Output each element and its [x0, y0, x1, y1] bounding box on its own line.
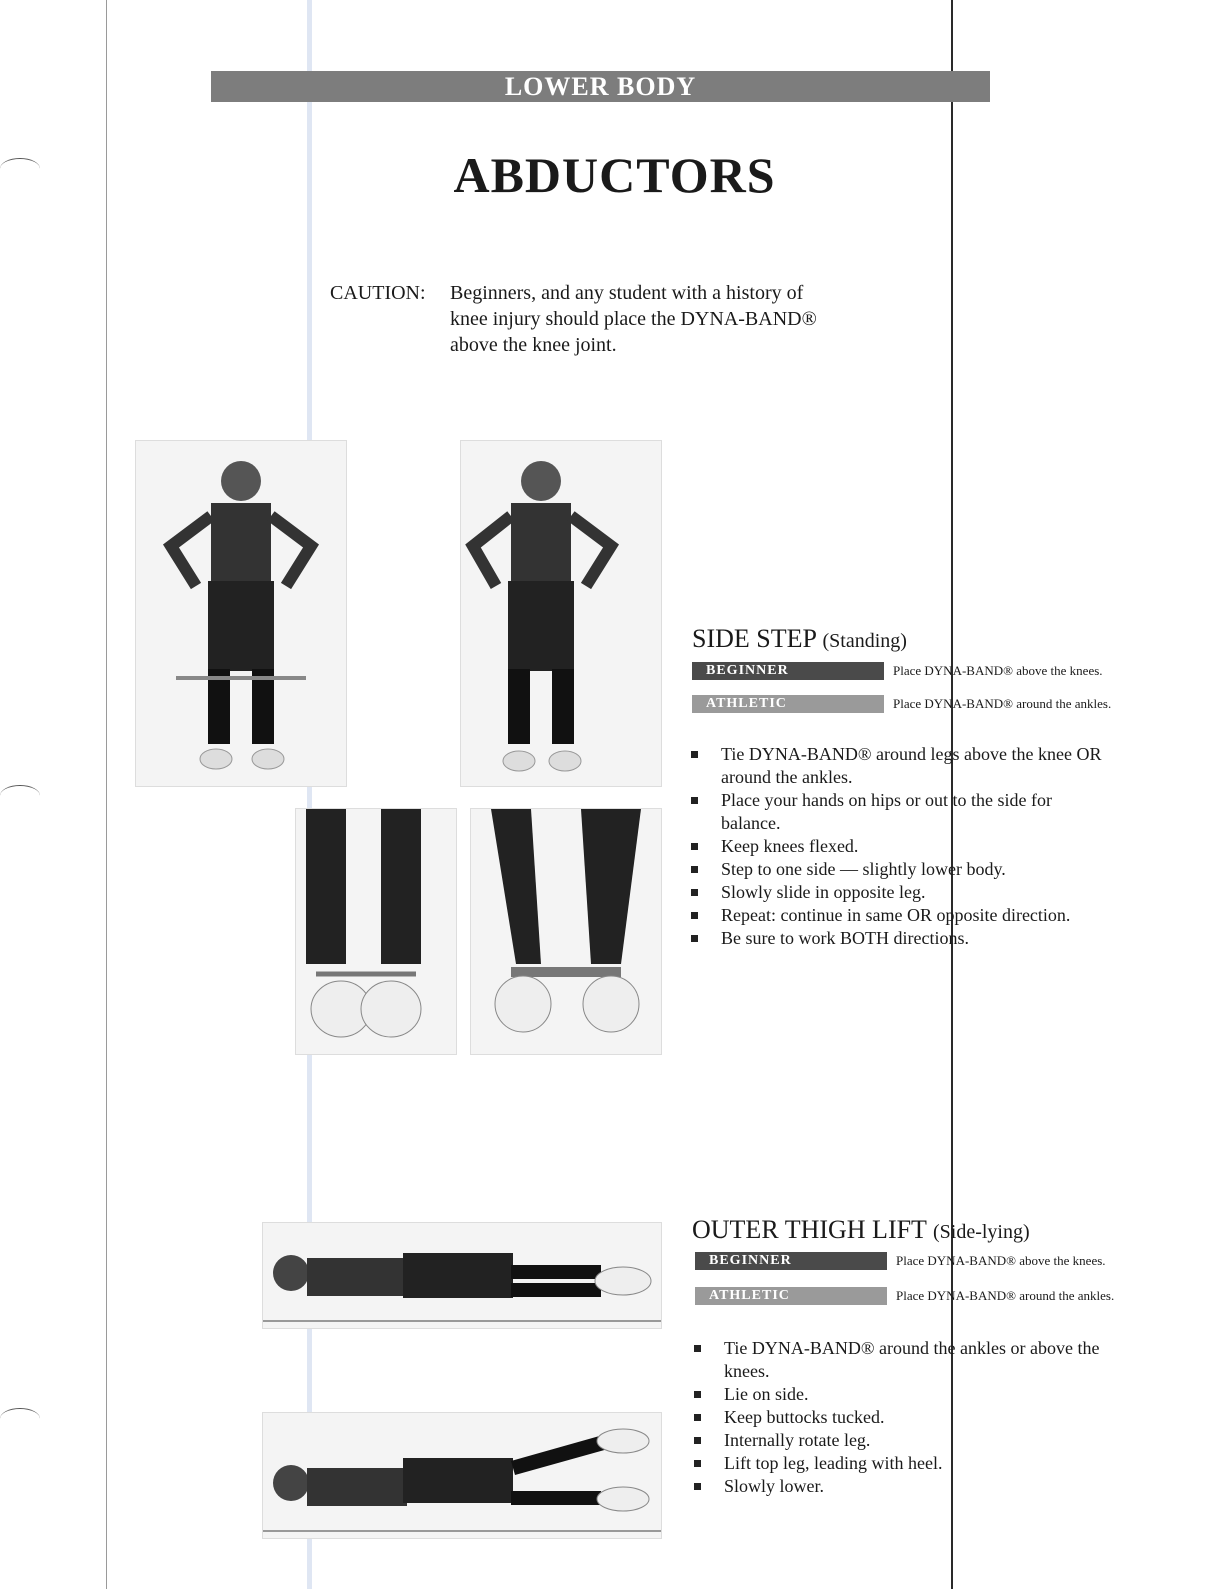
outer-thigh-lift-photo-rest	[262, 1222, 662, 1329]
level-badge-athletic: ATHLETIC	[692, 695, 884, 713]
caution-line: Beginners, and any student with a history of	[450, 282, 804, 304]
caution-line: above the knee joint.	[450, 334, 617, 356]
step-item: Keep buttocks tucked.	[694, 1406, 1194, 1429]
binder-hole	[0, 1408, 40, 1429]
side-step-photo-start	[135, 440, 347, 787]
level-instruction: Place DYNA-BAND® above the knees.	[893, 663, 1103, 678]
level-badge-beginner: BEGINNER	[695, 1252, 887, 1270]
step-item: Slowly lower.	[694, 1475, 1194, 1498]
exercise-title-outer-thigh-lift	[692, 1215, 1030, 1245]
scan-stripe	[307, 0, 312, 1589]
step-item: Slowly slide in opposite leg.	[691, 881, 1191, 904]
step-item: Step to one side — slightly lower body.	[691, 858, 1191, 881]
page-border-line	[106, 0, 107, 1589]
level-instruction: Place DYNA-BAND® around the ankles.	[896, 1288, 1115, 1303]
step-item: Keep knees flexed.	[691, 835, 1191, 858]
side-step-photo-ankles-together	[295, 808, 457, 1055]
page-title: ABDUCTORS	[453, 147, 776, 203]
step-item: Lift top leg, leading with heel.	[694, 1452, 1194, 1475]
level-instruction: Place DYNA-BAND® around the ankles.	[893, 696, 1112, 711]
step-item: Internally rotate leg.	[694, 1429, 1194, 1452]
binder-hole	[0, 785, 40, 806]
exercise-title: OUTER THIGH LIFT	[692, 1215, 927, 1244]
step-item: Place your hands on hips or out to the side for	[691, 789, 1191, 812]
section-banner: LOWER BODY	[211, 71, 990, 102]
exercise-title: SIDE STEP	[692, 624, 816, 653]
level-badge-athletic: ATHLETIC	[695, 1287, 887, 1305]
step-list-side-step	[691, 743, 1191, 950]
step-item-continued: knees.	[724, 1361, 770, 1381]
step-item-continued: balance.	[721, 813, 781, 833]
step-item: Lie on side.	[694, 1383, 1194, 1406]
outer-thigh-lift-photo-lifted	[262, 1412, 662, 1539]
side-step-photo-step	[460, 440, 662, 787]
caution-line: knee injury should place the DYNA-BAND®	[450, 308, 817, 330]
step-item: Repeat: continue in same OR opposite direction.	[691, 904, 1191, 927]
step-item: Tie DYNA-BAND® around the ankles or above the	[694, 1337, 1194, 1360]
caution-label: CAUTION:	[330, 282, 426, 304]
step-list-outer-thigh-lift	[694, 1337, 1194, 1498]
level-instruction: Place DYNA-BAND® above the knees.	[896, 1253, 1106, 1268]
step-item: Tie DYNA-BAND® around legs above the knee OR	[691, 743, 1191, 766]
side-step-photo-ankles-apart	[470, 808, 662, 1055]
exercise-title-side-step	[692, 624, 907, 654]
exercise-subtitle: (Standing)	[822, 630, 907, 652]
step-item-continued: around the ankles.	[721, 767, 853, 787]
step-item: Be sure to work BOTH directions.	[691, 927, 1191, 950]
level-badge-beginner: BEGINNER	[692, 662, 884, 680]
exercise-subtitle: (Side-lying)	[932, 1221, 1030, 1243]
